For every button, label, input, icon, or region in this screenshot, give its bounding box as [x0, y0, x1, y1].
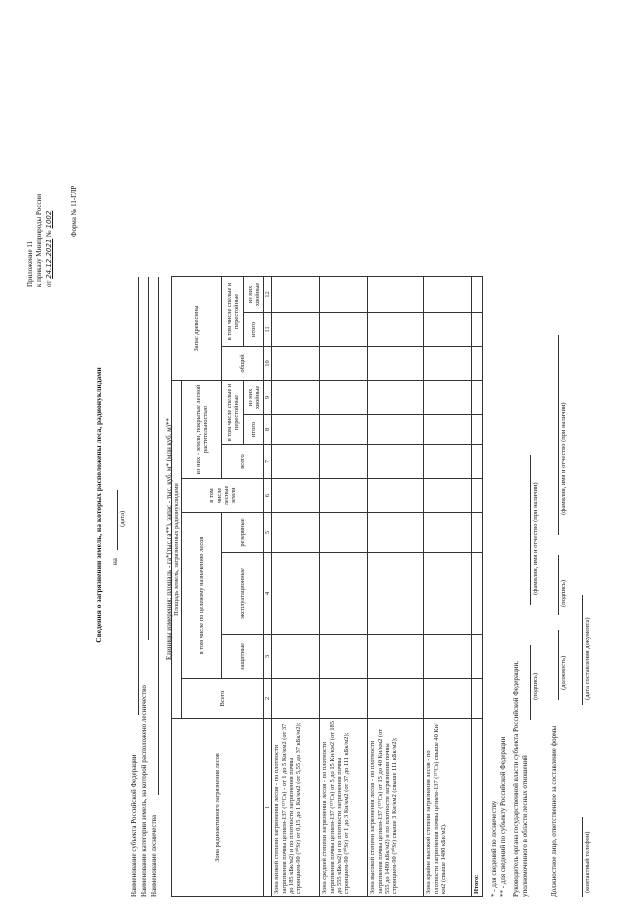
- cell: [368, 479, 424, 513]
- header-forest-lands: в том числе лесные земли: [182, 479, 264, 513]
- doc-date-rule: [582, 595, 583, 705]
- header-general: общий: [222, 346, 264, 380]
- appendix-number-prefix: №: [44, 230, 53, 237]
- cell: [368, 679, 424, 719]
- zone-label-high: Зона высокой степени загрязнения лесов - по плотности загрязнения почвы цезием-137 (¹³⁷Cs) от 15 до 40 Ки/км2 (от 555 до 1480 кБк/м2) и по плотности загрязнения почвы стронцием-90 (⁹⁰Sr) свыше 3 Ки/км2 (свыше 111 кБк/м2);: [368, 719, 424, 897]
- cell: [320, 479, 368, 513]
- units-line: Единицы измерения: площадь - га*(тыс.га**), запас - тыс. куб. м* (млн куб. м)**: [165, 418, 173, 660]
- column-number: 9: [264, 380, 272, 414]
- cell: [320, 635, 368, 679]
- cell: [272, 346, 320, 380]
- cell: [272, 679, 320, 719]
- header-covered-total: всего: [222, 445, 264, 479]
- cell: [424, 479, 472, 513]
- cell: [272, 553, 320, 635]
- cell: [272, 479, 320, 513]
- footnote-2: ** - для сведений по субъекту Российской Федерации: [499, 736, 507, 897]
- cell: [424, 513, 472, 553]
- column-number: 3: [264, 635, 272, 679]
- form-number: Форма № 11-ГЛР: [70, 185, 78, 237]
- header-zone: Зона радиоактивного загрязнения лесов: [172, 719, 264, 897]
- responsible-fio-caption: (фамилия, имя и отчество (при наличии): [560, 402, 567, 515]
- cell: [272, 513, 320, 553]
- zone-label-low: Зона низкой степени загрязнения лесов - по плотности загрязнения почвы цезием-137 (¹³⁷Cs) - от 1 до 5 Ки/км2 (от 37 до 185 кБк/м2) и по плотности загрязнения почвы стронцием-90 (⁹⁰Sr) от 0,15 до 1 Ки/км2 (от 5,55 до 37 кБк/м2);: [272, 719, 320, 897]
- cell: [424, 679, 472, 719]
- cell: [424, 635, 472, 679]
- date-fill-line: [117, 490, 118, 550]
- column-number: 8: [264, 415, 272, 445]
- column-number: 11: [264, 312, 272, 346]
- head-signature-rule: [530, 645, 531, 720]
- meta-subject-rule: [138, 277, 139, 715]
- table-row: [272, 276, 320, 896]
- column-number: 5: [264, 513, 272, 553]
- cell: [368, 380, 424, 414]
- cell: [472, 479, 482, 513]
- cell: [320, 679, 368, 719]
- total-label: Итого:: [472, 719, 482, 897]
- meta-category-rule: [148, 277, 149, 640]
- header-exploitation: эксплуатационные: [222, 553, 264, 635]
- na-label: на: [111, 558, 119, 565]
- cell: [424, 553, 472, 635]
- cell: [320, 553, 368, 635]
- table-row: [320, 276, 368, 896]
- cell: [368, 312, 424, 346]
- column-number: 12: [264, 276, 272, 312]
- appendix-line-1: Приложение 11: [26, 240, 34, 287]
- meta-category: Наименование категории земель, на которой расположено лесничество: [140, 685, 148, 897]
- head-fio-rule: [530, 455, 531, 605]
- header-covered: из них - земли, покрытые лесной растительностью: [182, 380, 222, 478]
- cell: [424, 380, 472, 414]
- cell: [272, 276, 320, 312]
- cell: [272, 445, 320, 479]
- column-number: 7: [264, 445, 272, 479]
- head-title-line-1: Руководитель органа государственной власти субъекта Российской Федерации,: [512, 660, 520, 897]
- phone-caption: (контактный телефон): [584, 831, 591, 893]
- cell: [472, 679, 482, 719]
- header-reserve: резервные: [222, 513, 264, 553]
- cell: [368, 276, 424, 312]
- cell: [472, 635, 482, 679]
- meta-subject: Наименование субъекта Российской Федерации: [130, 754, 138, 897]
- cell: [472, 380, 482, 414]
- table-row-total: [472, 276, 482, 896]
- cell: [320, 276, 368, 312]
- cell: [472, 445, 482, 479]
- column-number: 2: [264, 679, 272, 719]
- header-protective: защитные: [222, 635, 264, 679]
- meta-forestry-rule: [158, 277, 159, 795]
- cell: [320, 312, 368, 346]
- cell: [368, 513, 424, 553]
- cell: [272, 312, 320, 346]
- appendix-number-value: 1002: [44, 210, 53, 229]
- zone-label-extreme: Зона крайне высокой степени загрязнения лесов - по плотности загрязнения почвы цезием-137 (¹³⁷Cs) свыше 40 Ки/км2 (свыше 1480 кБк/м2).: [424, 719, 472, 897]
- cell: [320, 513, 368, 553]
- header-area-total: Площадь земель, загрязненных радионуклидами: [172, 380, 182, 718]
- column-number: 6: [264, 479, 272, 513]
- header-stock-incl-mature: в том числе спелые и перестойные: [222, 276, 244, 346]
- header-coniferous: из них хвойные: [244, 380, 264, 414]
- cell: [472, 513, 482, 553]
- cell: [368, 445, 424, 479]
- cell: [472, 312, 482, 346]
- table-row: [424, 276, 472, 896]
- cell: [424, 445, 472, 479]
- column-number: 1: [264, 719, 272, 897]
- cell: [424, 276, 472, 312]
- cell: [472, 553, 482, 635]
- cell: [424, 415, 472, 445]
- position-caption: (должность): [560, 655, 567, 690]
- cell: [368, 635, 424, 679]
- header-incl-mature: в том числе спелые и перестойные: [222, 380, 244, 444]
- responsible-signature-caption: (подпись): [560, 580, 567, 607]
- document-title: Сведения о загрязнении земель, на которых расположены леса, радионуклидами: [94, 367, 103, 643]
- doc-date-caption: (дата составления документа): [584, 617, 591, 700]
- header-by-purpose: в том числе по целевому назначению лесов: [182, 513, 222, 679]
- cell: [368, 553, 424, 635]
- zone-label-medium: Зона средней степени загрязнения лесов - по плотности загрязнения почвы цезием-137 (¹³⁷Cs) от 5 до 15 Ки/км2 (от 185 до 555 кБк/м2) и по плотности загрязнения почвы стронцием-90 (⁹⁰Sr) от 1 до 3 Ки/км2 (от 37 до 111 кБк/м2);: [320, 719, 368, 897]
- table-row: [368, 276, 424, 896]
- cell: [272, 635, 320, 679]
- responsible-fio-rule: [558, 335, 559, 535]
- cell: [472, 276, 482, 312]
- appendix-date-value: 24.12.2021: [44, 238, 53, 279]
- cell: [320, 346, 368, 380]
- position-rule: [558, 630, 559, 700]
- cell: [368, 346, 424, 380]
- header-stock-coniferous: из них хвойные: [244, 276, 264, 312]
- header-itogo: итого: [244, 415, 264, 445]
- appendix-block: [26, 194, 54, 287]
- header-all: Всего: [182, 679, 264, 719]
- cell: [272, 380, 320, 414]
- appendix-date-prefix: от: [44, 280, 53, 287]
- cell: [472, 415, 482, 445]
- cell: [272, 415, 320, 445]
- responsible-person: Должностное лицо, ответственное за составление формы: [550, 725, 558, 897]
- cell: [320, 415, 368, 445]
- cell: [424, 312, 472, 346]
- cell: [320, 380, 368, 414]
- contamination-table: [171, 276, 483, 897]
- cell: [472, 346, 482, 380]
- cell: [320, 445, 368, 479]
- date-caption: (дата): [119, 510, 126, 527]
- phone-rule: [582, 817, 583, 897]
- head-title-line-2: уполномоченного в области лесных отношений: [521, 755, 529, 897]
- cell: [368, 415, 424, 445]
- head-signature-caption: (подпись): [532, 673, 539, 700]
- meta-forestry: Наименование лесничества: [150, 814, 158, 897]
- column-number: 10: [264, 346, 272, 380]
- column-number: 4: [264, 553, 272, 635]
- footnote-1: * - для сведений по лесничеству: [490, 800, 498, 897]
- responsible-signature-rule: [558, 555, 559, 615]
- appendix-line-2: к приказу Минприроды России: [35, 193, 44, 287]
- header-stock: Запас древесины: [172, 276, 222, 380]
- cell: [424, 346, 472, 380]
- header-stock-itogo: итого: [244, 312, 264, 346]
- head-fio-caption: (фамилия, имя и отчество (при наличии): [532, 482, 539, 595]
- appendix-line-3: [45, 194, 54, 287]
